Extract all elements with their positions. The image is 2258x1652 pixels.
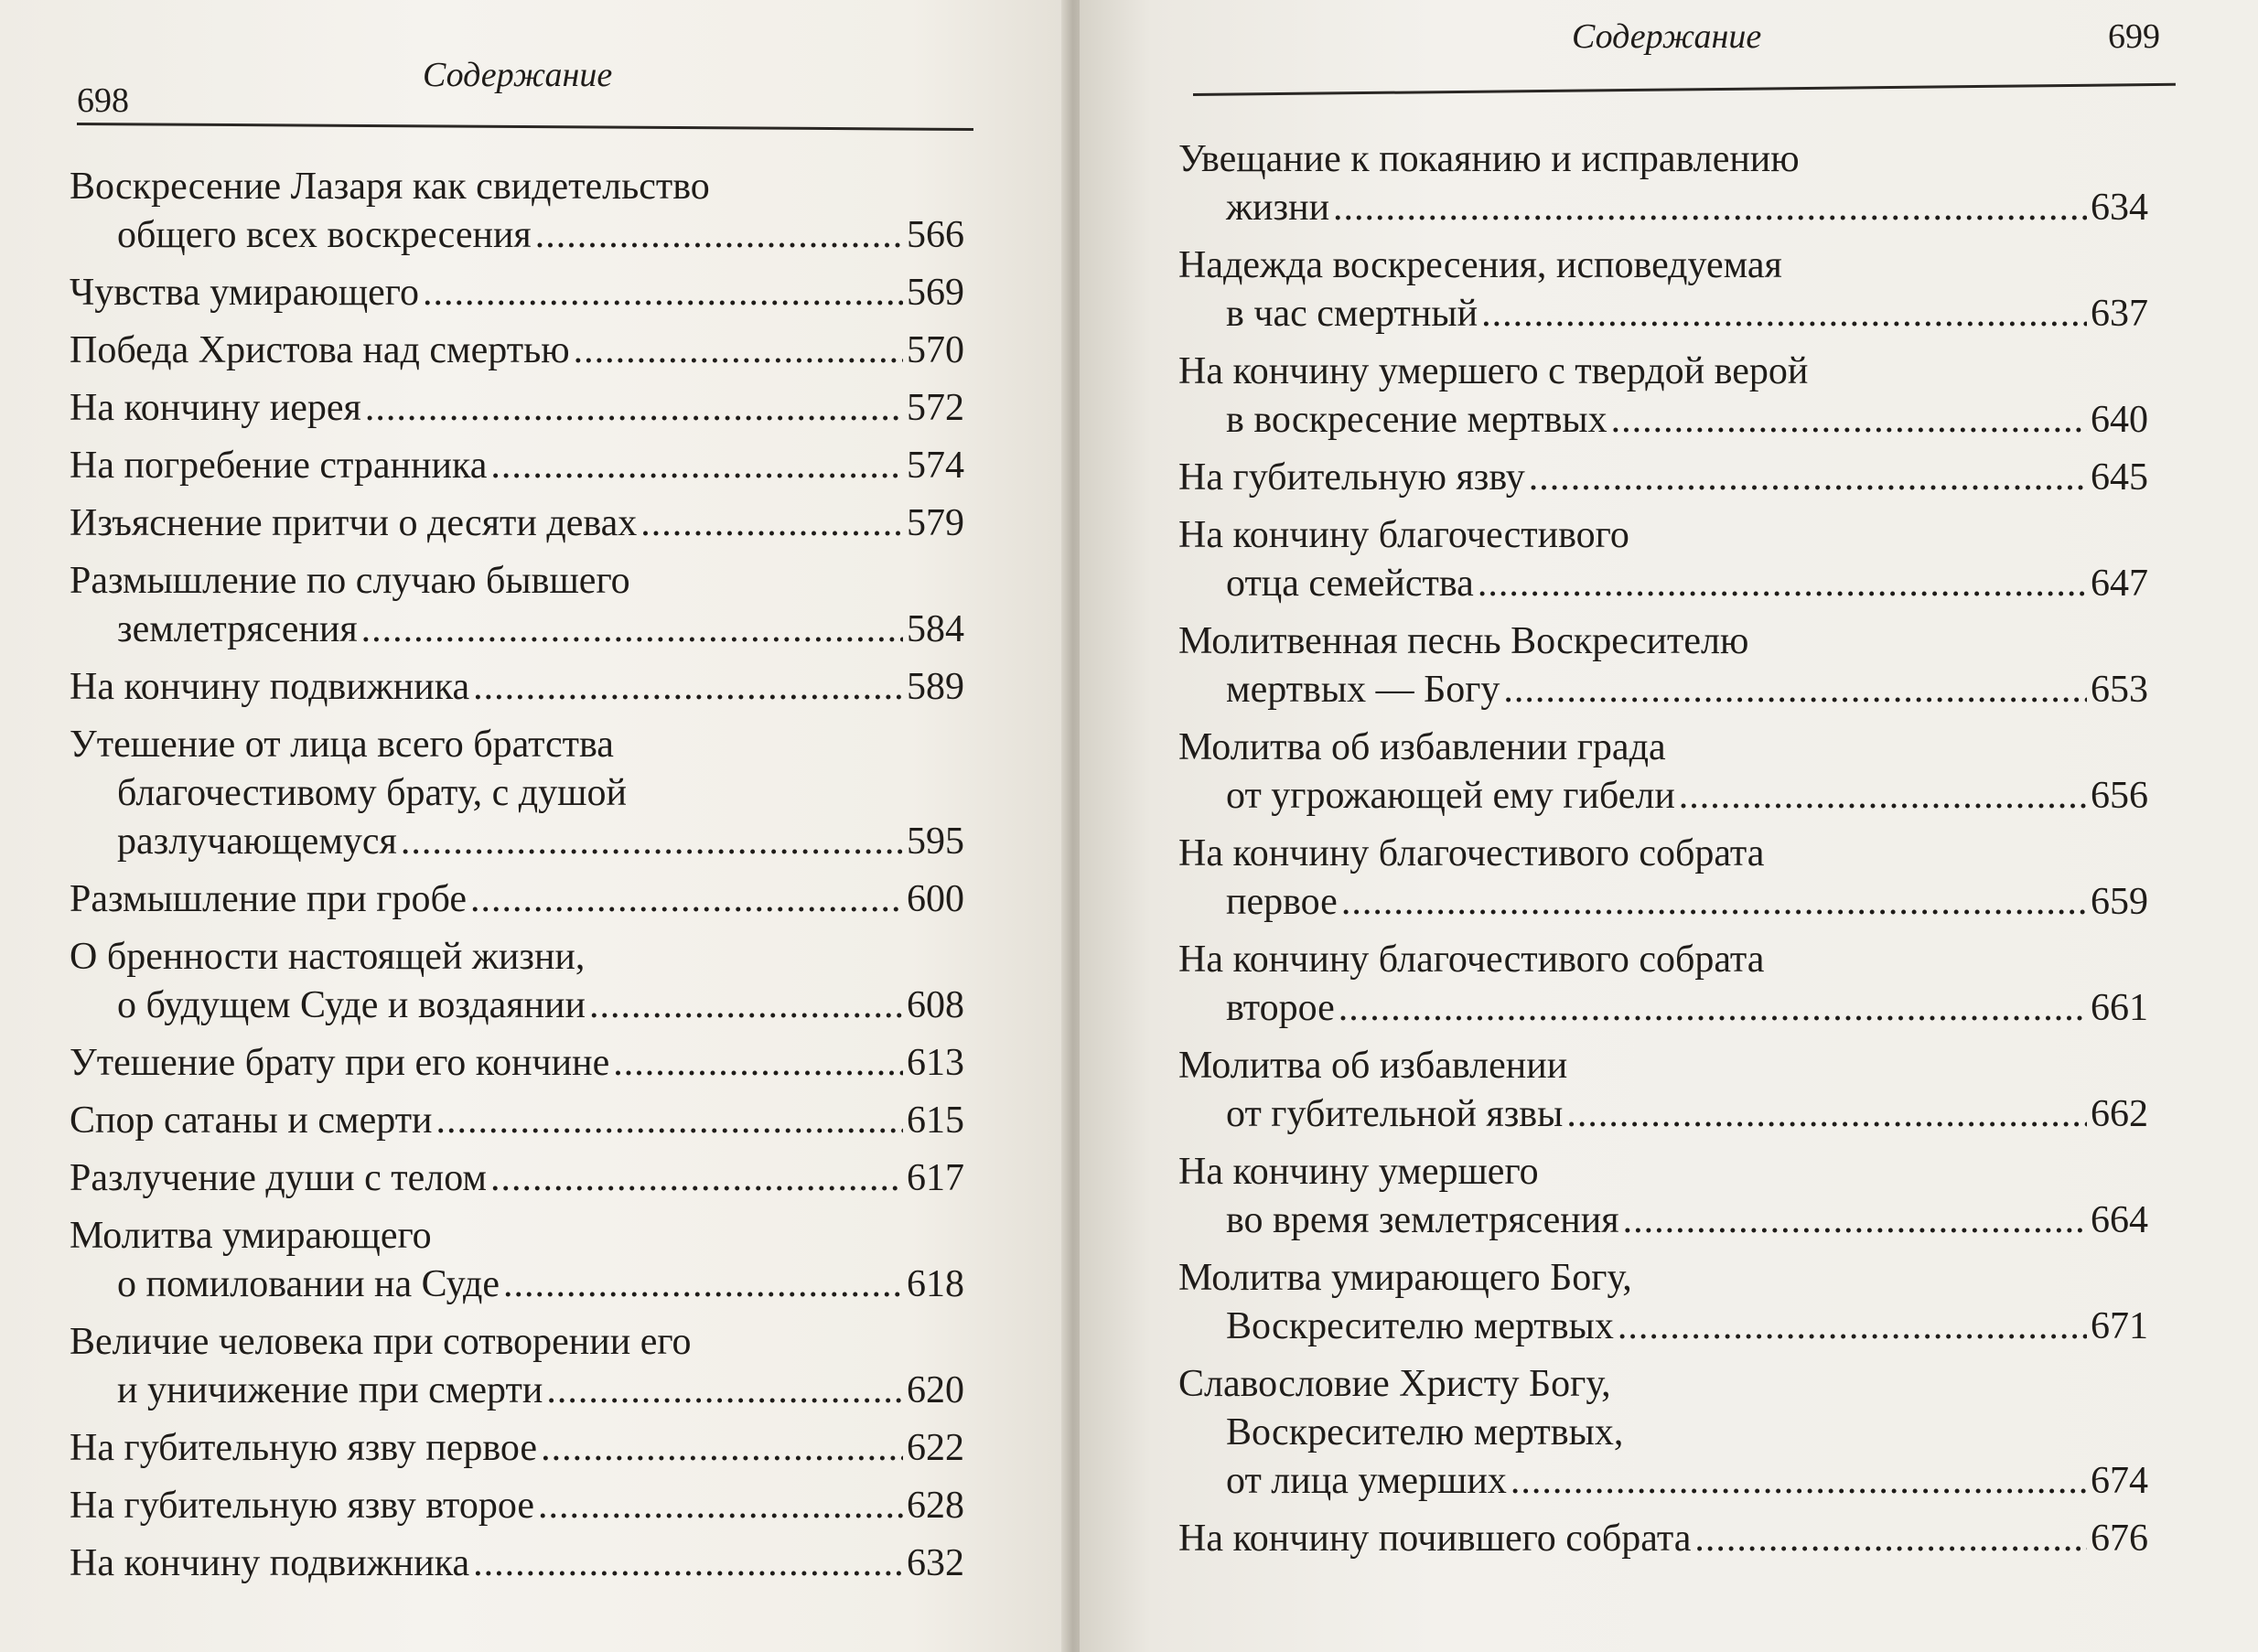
toc-entry-line [70,875,964,924]
toc-page-number: 574 [907,445,964,487]
dot-leader [1618,1303,2087,1351]
toc-entry-title: мертвых — Богу [1226,669,1500,711]
toc-entry-title: первое [1226,881,1338,923]
toc-entry-line [70,327,964,375]
toc-entry [1178,1254,2148,1351]
toc-page-number: 622 [907,1427,964,1469]
toc-entry-line [70,1097,964,1145]
toc-page-number: 589 [907,666,964,708]
toc-entry [70,663,964,712]
toc-entry-line [70,1539,964,1588]
left-toc-list [70,163,964,1597]
toc-page-number: 662 [2091,1093,2148,1135]
toc-entry-line [1178,1360,2148,1409]
toc-entry-title: в час смертный [1226,293,1478,335]
toc-entry-title: в воскресение мертвых [1226,399,1607,441]
toc-entry-line [1178,290,2148,338]
toc-page-number: 572 [907,387,964,429]
toc-entry-line [1178,1254,2148,1303]
toc-entry-title: Утешение от лица всего братства [70,724,614,766]
toc-page-number: 613 [907,1042,964,1084]
dot-leader [1503,666,2087,714]
toc-page-number: 584 [907,608,964,650]
toc-entry-line [1178,1303,2148,1351]
toc-entry-title: Молитва умирающего Богу, [1178,1257,1632,1299]
toc-page-number: 656 [2091,775,2148,817]
toc-entry-line [1178,724,2148,772]
toc-entry-line [70,384,964,433]
toc-entry [1178,1360,2148,1506]
toc-entry [70,1039,964,1088]
toc-entry-title: Славословие Христу Богу, [1178,1363,1611,1405]
toc-entry-title: На губительную язву [1178,456,1525,499]
toc-page-number: 676 [2091,1518,2148,1560]
toc-entry-title: Размышление по случаю бывшего [70,560,630,602]
toc-entry-title: Надежда воскресения, исповедуемая [1178,244,1782,286]
toc-entry-title: землетрясения [117,608,358,650]
toc-entry [70,269,964,317]
toc-entry-title: о будущем Суде и воздаянии [117,984,586,1026]
toc-entry [70,875,964,924]
toc-entry-line [1178,241,2148,290]
toc-entry-title: от лица умерших [1226,1460,1507,1502]
toc-page-number: 579 [907,502,964,544]
toc-entry-title: Чувства умирающего [70,272,419,314]
toc-page-number: 569 [907,272,964,314]
dot-leader [1623,1196,2087,1245]
toc-page-number: 620 [907,1369,964,1411]
toc-entry-title: На губительную язву первое [70,1427,538,1469]
toc-entry-line [1178,184,2148,232]
toc-entry-line [1178,772,2148,821]
right-header-rule [1193,83,2176,96]
toc-entry-title: На кончину умершего с твердой верой [1178,350,1809,392]
toc-entry [1178,936,2148,1033]
toc-entry-line [70,211,964,260]
toc-entry-line [70,933,964,982]
dot-leader [401,818,903,866]
dot-leader [1333,184,2087,232]
dot-leader [436,1097,903,1145]
dot-leader [589,982,903,1030]
toc-entry-title: общего всех воскресения [117,214,532,256]
toc-page-number: 664 [2091,1199,2148,1241]
toc-entry-title: о помиловании на Суде [117,1263,500,1305]
toc-page-number: 637 [2091,293,2148,335]
toc-entry-title: На кончину благочестивого собрата [1178,832,1765,874]
left-page [0,0,1072,1652]
toc-entry [70,499,964,548]
toc-entry-line [70,1260,964,1309]
toc-page-number: 632 [907,1542,964,1584]
toc-entry-line [1178,1515,2148,1563]
toc-entry-title: второе [1226,987,1335,1029]
right-running-title: Содержание [1572,17,1762,56]
toc-entry [1178,348,2148,445]
toc-entry-title: На кончину благочестивого [1178,514,1629,556]
toc-entry-title: На губительную язву второе [70,1485,534,1527]
toc-entry-title: Победа Христова над смертью [70,329,570,371]
toc-entry [1178,724,2148,821]
toc-page-number: 608 [907,984,964,1026]
toc-entry [70,1424,964,1473]
right-toc-list [1178,135,2148,1572]
dot-leader [423,269,903,317]
toc-entry-line [1178,135,2148,184]
right-page [1080,0,2258,1652]
toc-entry-title: Увещание к покаянию и исправлению [1178,138,1800,180]
toc-entry [1178,135,2148,232]
toc-entry [70,557,964,654]
toc-page-number: 617 [907,1157,964,1199]
toc-entry-line [1178,830,2148,878]
toc-entry-title: Утешение брату при его кончине [70,1042,610,1084]
toc-entry [70,327,964,375]
toc-entry [70,442,964,490]
dot-leader [1611,396,2087,445]
dot-leader [365,384,903,433]
toc-entry-title: отца семейства [1226,563,1474,605]
toc-page-number: 659 [2091,881,2148,923]
toc-entry [1178,1515,2148,1563]
right-page-number: 699 [2108,17,2160,56]
toc-entry-title: О бренности настоящей жизни, [70,936,586,978]
dot-leader [490,442,903,490]
toc-entry-title: На кончину почившего собрата [1178,1518,1692,1560]
toc-entry [70,1539,964,1588]
toc-entry-line [70,982,964,1030]
toc-page-number: 618 [907,1263,964,1305]
dot-leader [490,1154,903,1203]
toc-page-number: 640 [2091,399,2148,441]
left-header-rule [77,123,973,131]
toc-entry-line [1178,511,2148,560]
toc-page-number: 671 [2091,1305,2148,1347]
dot-leader [470,875,903,924]
dot-leader [640,499,903,548]
toc-entry-title: от губительной язвы [1226,1093,1564,1135]
toc-page-number: 653 [2091,669,2148,711]
toc-entry-title: жизни [1226,187,1330,229]
toc-entry-title: Молитва об избавлении града [1178,726,1666,768]
toc-entry-line [70,663,964,712]
toc-entry-line [70,1424,964,1473]
toc-entry-line [70,769,964,818]
dot-leader [1529,454,2087,502]
toc-entry-title: На кончину умершего [1178,1151,1539,1193]
toc-entry-line [1178,560,2148,608]
toc-entry [70,1212,964,1309]
dot-leader [613,1039,903,1088]
toc-entry-title: На кончину подвижника [70,1542,470,1584]
toc-entry [70,1097,964,1145]
toc-entry [1178,454,2148,502]
toc-entry-line [70,606,964,654]
left-running-title: Содержание [423,56,613,94]
toc-entry-title: Размышление при гробе [70,878,467,920]
toc-entry [1178,617,2148,714]
dot-leader [1478,560,2087,608]
left-page-number: 698 [77,81,129,120]
toc-page-number: 628 [907,1485,964,1527]
toc-entry-line [1178,936,2148,984]
toc-entry-line [1178,984,2148,1033]
toc-entry [1178,511,2148,608]
dot-leader [546,1367,903,1415]
dot-leader [1694,1515,2087,1563]
toc-entry [1178,1148,2148,1245]
toc-entry-line [70,1482,964,1530]
dot-leader [541,1424,903,1473]
toc-entry-title: Величие человека при сотворении его [70,1321,692,1363]
toc-entry-line [1178,1042,2148,1090]
toc-entry [70,384,964,433]
toc-entry-line [70,1212,964,1260]
toc-page-number: 600 [907,878,964,920]
toc-page-number: 566 [907,214,964,256]
toc-page-number: 645 [2091,456,2148,499]
toc-entry-line [70,818,964,866]
toc-page-number: 661 [2091,987,2148,1029]
dot-leader [503,1260,903,1309]
toc-entry [1178,1042,2148,1139]
dot-leader [574,327,903,375]
toc-entry [70,933,964,1030]
dot-leader [473,663,903,712]
toc-entry-title: и уничижение при смерти [117,1369,543,1411]
toc-entry-title: Разлучение души с телом [70,1157,487,1199]
dot-leader [361,606,903,654]
toc-entry-line [70,1154,964,1203]
toc-page-number: 595 [907,821,964,863]
toc-entry-line [70,442,964,490]
toc-entry-line [70,499,964,548]
toc-entry-title: Воскресителю мертвых [1226,1305,1614,1347]
toc-entry-line [1178,878,2148,927]
toc-entry-title: Изъяснение притчи о десяти девах [70,502,638,544]
toc-entry-title: Молитвенная песнь Воскресителю [1178,620,1749,662]
toc-entry-title: На кончину подвижника [70,666,470,708]
toc-page-number: 634 [2091,187,2148,229]
toc-entry-line [70,163,964,211]
toc-entry-title: от угрожающей ему гибели [1226,775,1675,817]
toc-entry-line [70,1318,964,1367]
toc-entry-line [1178,1409,2148,1457]
dot-leader [1566,1090,2087,1139]
toc-entry-line [1178,617,2148,666]
toc-entry [1178,830,2148,927]
toc-entry-title: благочестивому брату, с душой [117,772,627,814]
toc-page-number: 570 [907,329,964,371]
toc-page-number: 615 [907,1100,964,1142]
toc-entry-line [70,1367,964,1415]
toc-entry-title: На кончину иерея [70,387,361,429]
toc-page-number: 647 [2091,563,2148,605]
dot-leader [1341,878,2087,927]
toc-entry-title: разлучающемуся [117,821,397,863]
toc-entry [70,1482,964,1530]
dot-leader [535,211,903,260]
toc-entry-title: Молитва умирающего [70,1215,432,1257]
toc-entry-line [1178,1148,2148,1196]
toc-entry-line [1178,666,2148,714]
dot-leader [1339,984,2087,1033]
dot-leader [473,1539,903,1588]
toc-entry [70,1318,964,1415]
toc-entry-line [1178,1090,2148,1139]
toc-entry-line [1178,348,2148,396]
dot-leader [1481,290,2087,338]
toc-page-number: 674 [2091,1460,2148,1502]
toc-entry-line [1178,1457,2148,1506]
toc-entry-line [70,721,964,769]
toc-entry-line [70,269,964,317]
toc-entry-title: На погребение странника [70,445,488,487]
toc-entry [70,163,964,260]
toc-entry-line [70,1039,964,1088]
toc-entry-title: Спор сатаны и смерти [70,1100,433,1142]
toc-entry-title: Молитва об избавлении [1178,1045,1568,1087]
toc-entry-line [1178,396,2148,445]
toc-entry-title: Воскресение Лазаря как свидетельство [70,166,710,208]
toc-entry-line [70,557,964,606]
toc-entry [1178,241,2148,338]
toc-entry-title: На кончину благочестивого собрата [1178,939,1765,981]
toc-entry [70,721,964,866]
dot-leader [1679,772,2087,821]
dot-leader [538,1482,903,1530]
dot-leader [1511,1457,2087,1506]
toc-entry-line [1178,1196,2148,1245]
toc-entry-title: во время землетрясения [1226,1199,1619,1241]
toc-entry-title: Воскресителю мертвых, [1226,1411,1624,1454]
toc-entry-line [1178,454,2148,502]
toc-entry [70,1154,964,1203]
